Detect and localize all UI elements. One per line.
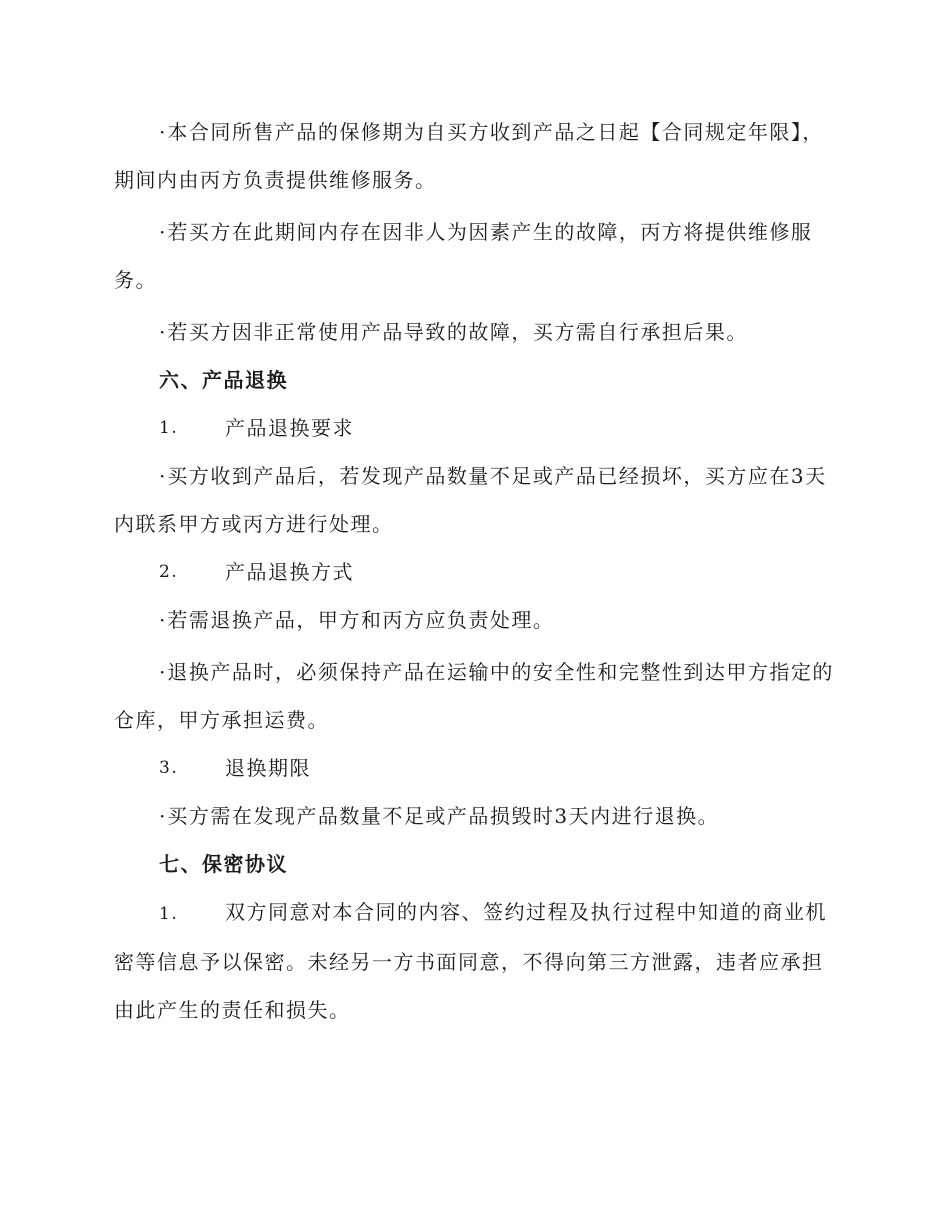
- warranty-bullet-1: [114, 108, 834, 204]
- bullet-dot: ·: [159, 608, 166, 632]
- warranty-bullet-3: [114, 308, 834, 356]
- section-6-item-2: [114, 548, 834, 596]
- bullet-dot: ·: [159, 220, 166, 244]
- item-number: 1.: [159, 904, 179, 924]
- bullet-text: 买方需在发现产品数量不足或产品损毁时3天内进行退换。: [167, 804, 720, 828]
- warranty-text-2: 若买方在此期间内存在因非人为因素产生的故障，丙方将提供维修服务。: [114, 220, 813, 292]
- section-6-item-3-bullet-1: [114, 792, 834, 840]
- section-7-item-1: [114, 888, 834, 1034]
- section-6-item-3: [114, 744, 834, 792]
- bullet-dot: ·: [159, 464, 166, 488]
- bullet-dot: ·: [159, 120, 166, 144]
- section-6-item-1-bullet-1: [114, 452, 834, 548]
- item-label: 产品退换要求: [225, 416, 354, 440]
- bullet-text: 退换产品时，必须保持产品在运输中的安全性和完整性到达甲方指定的仓库，甲方承担运费。: [114, 660, 834, 732]
- item-number: 3.: [159, 758, 179, 778]
- bullet-dot: ·: [159, 320, 166, 344]
- item-label: 退换期限: [225, 756, 311, 780]
- warranty-text-3: 若买方因非正常使用产品导致的故障，买方需自行承担后果。: [167, 320, 748, 344]
- section-6-heading: 六、产品退换: [159, 368, 288, 392]
- section-6-item-2-bullet-2: [114, 648, 834, 744]
- item-text: 双方同意对本合同的内容、签约过程及执行过程中知道的商业机密等信息予以保密。未经另一方书面同意，不得向第三方泄露，违者应承担由此产生的责任和损失。: [114, 900, 827, 1022]
- warranty-bullet-2: [114, 208, 834, 304]
- bullet-dot: ·: [159, 804, 166, 828]
- warranty-text-1: 本合同所售产品的保修期为自买方收到产品之日起【合同规定年限】，期间内由丙方负责提供维修服务。: [114, 120, 824, 192]
- item-number: 2.: [159, 562, 179, 582]
- bullet-dot: ·: [159, 660, 166, 684]
- bullet-text: 若需退换产品，甲方和丙方应负责处理。: [167, 608, 555, 632]
- bullet-text: 买方收到产品后，若发现产品数量不足或产品已经损坏，买方应在3天内联系甲方或丙方进行处理。: [114, 464, 827, 536]
- document-page: [114, 108, 834, 1034]
- section-6-item-1: [114, 404, 834, 452]
- item-label: 产品退换方式: [225, 560, 354, 584]
- item-number: 1.: [159, 418, 179, 438]
- section-7-heading: 七、保密协议: [159, 852, 288, 876]
- section-6-item-2-bullet-1: [114, 596, 834, 644]
